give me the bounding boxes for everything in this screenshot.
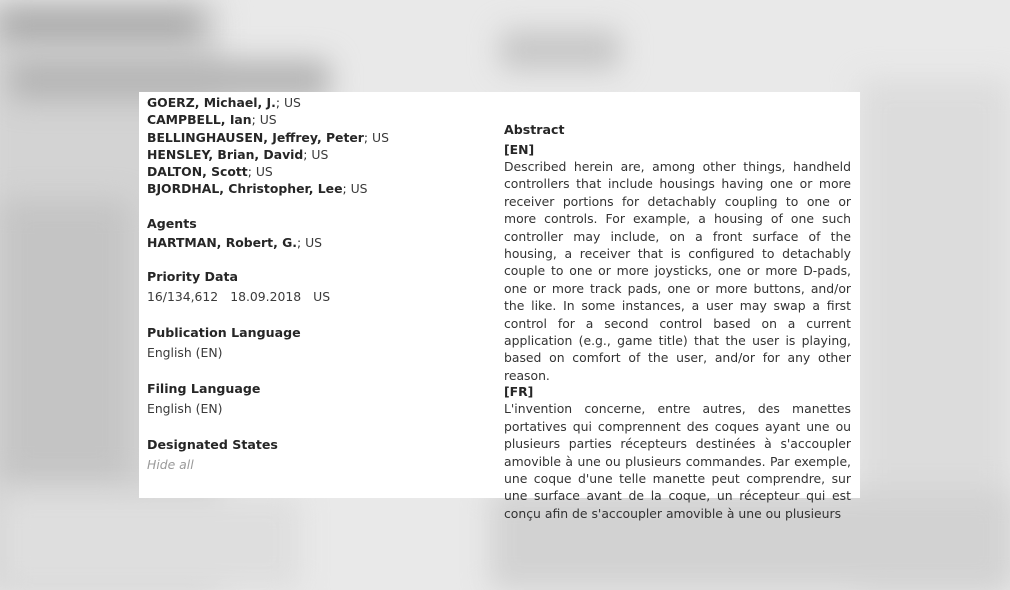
inventor-row: HENSLEY, Brian, David; US <box>147 146 329 162</box>
agent-country: US <box>305 234 323 250</box>
priority-number: 16/134,612 <box>147 289 219 305</box>
inventor-name: HENSLEY, Brian, David <box>147 146 304 162</box>
inventor-country: US <box>283 95 301 110</box>
hide-all-link[interactable]: Hide all <box>147 457 194 473</box>
inventor-row: GOERZ, Michael, J.; US <box>147 95 301 110</box>
priority-heading: Priority Data <box>147 269 239 285</box>
filing-language-value: English (EN) <box>147 401 223 417</box>
inventor-country: US <box>311 146 329 162</box>
agent-name: HARTMAN, Robert, G. <box>147 234 297 250</box>
publication-language-value: English (EN) <box>147 345 223 361</box>
priority-row <box>147 287 483 307</box>
inventor-name: BJORDHAL, Christopher, Lee <box>147 181 343 197</box>
publication-language-section <box>147 323 483 363</box>
inventor-row: BJORDHAL, Christopher, Lee; US <box>147 181 368 197</box>
inventor-list <box>147 94 483 198</box>
abstract-en-text: Described herein are, among other things, handheld controllers that include housings having one or more receiver portions for detachably coupling to one or more controls. For example, a housing of one such controller may include, on a front surface of the housing, a receiver that is configured to detachably couple to one or more joysticks, one or more D-pads, one or more track pads, one or more buttons, and/or the like. In some instances, a user may swap a first control for a second control based on a current application (e.g., game title) that the user is playing, based on comfort of the user, and/or for any other reason. <box>504 159 851 383</box>
agents-heading: Agents <box>147 215 197 231</box>
blur-region <box>500 30 620 70</box>
inventor-country: US <box>259 112 277 128</box>
blur-region <box>0 495 300 590</box>
designated-states-heading: Designated States <box>147 437 278 453</box>
priority-date: 18.09.2018 <box>230 289 302 305</box>
publication-language-heading: Publication Language <box>147 325 301 341</box>
inventor-name: BELLINGHAUSEN, Jeffrey, Peter <box>147 129 364 145</box>
abstract-title: Abstract <box>504 122 565 137</box>
designated-states-section <box>147 435 483 475</box>
agent-row: HARTMAN, Robert, G.; US <box>147 234 323 250</box>
inventor-name: DALTON, Scott <box>147 164 248 180</box>
inventor-name: GOERZ, Michael, J. <box>147 95 276 110</box>
inventor-row: BELLINGHAUSEN, Jeffrey, Peter; US <box>147 129 389 145</box>
blur-region <box>0 10 200 40</box>
priority-section <box>147 267 483 307</box>
inventor-row: DALTON, Scott; US <box>147 164 273 180</box>
blur-region <box>0 200 130 480</box>
inventor-country: US <box>350 181 368 197</box>
inventor-row: CAMPBELL, Ian; US <box>147 112 277 128</box>
abstract-en-tag: [EN] <box>504 142 535 157</box>
priority-country: US <box>313 289 331 305</box>
inventor-country: US <box>372 129 389 145</box>
abstract-panel <box>491 92 860 521</box>
bibliographic-panel <box>139 92 491 498</box>
abstract-fr-tag: [FR] <box>504 384 534 400</box>
inventor-country: US <box>255 164 273 180</box>
abstract-fr-text: L'invention concerne, entre autres, des manettes portatives qui comprennent des coques ayant une ou plusieurs parties récepteurs destinées à s'accoupler amovible à une ou plusieurs commandes. Par exemple, une coque d'une telle manette peut comprendre, sur une surface avant de la coque, un récepteur qui est conçu afin de s'accoupler amovible à une ou plusieurs <box>504 401 851 521</box>
agents-section <box>147 214 483 251</box>
filing-language-heading: Filing Language <box>147 381 261 397</box>
filing-language-section <box>147 379 483 419</box>
inventor-name: CAMPBELL, Ian <box>147 112 252 128</box>
